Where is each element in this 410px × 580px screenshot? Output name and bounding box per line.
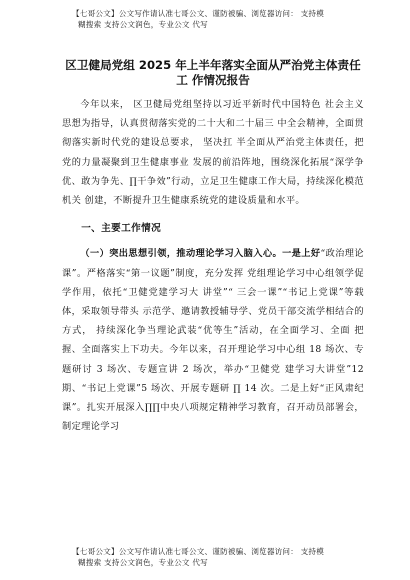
subsection-heading: （一）突出思想引领，推动理论学习入脑入心。一是上好 xyxy=(80,248,321,260)
footer-watermark-note xyxy=(72,546,372,568)
document-title xyxy=(58,58,368,88)
document-title-line1: 区卫健局党组 2025 年上半年落实全面从严治党主体责任 xyxy=(65,58,361,72)
footer-note-line1: 【七哥公文】公文写作请认准七哥公文、谨防被骗、浏览器访问： 支持模 xyxy=(72,547,325,556)
subsection-paragraph xyxy=(62,244,364,436)
header-watermark-note xyxy=(72,8,372,30)
subsection-text: “政治理论课”。严格落实“第一议题”制度，充分发挥 党组理论学习中心组领学促学作用，依托“卫健党建学习大 讲堂”“ 三会一课”“书记上党课”等载体，采取领导带头 示范学、邀请教授辅导学、党员干部交流学相结合的方式， 持续深化争当理论武装“优等生”活动，在全面学习、全面 把握、全面落实上下功夫。今年以来，召开理论学习中心组 18 场次、专题研讨 3 场次、专题宣讲 2 场次，举办“卫健党 建学习大讲堂”12 期、“书记上党课”5 场次、开展专题研 ∏ 14 次。二是上好“正风肃纪课”。扎实开展深入∏∏中央八项规定精神学习教育，召开动员部署会，制定理论学习 xyxy=(62,248,364,433)
document-body xyxy=(62,95,364,436)
intro-paragraph: 今年以来， 区卫健局党组坚持以习近平新时代中国特色 社会主义思想为指导，认真贯彻落实党的二十大和二十届三 中全会精神，全面贯彻落实新时代党的建设总要求， 坚决扛 半全面从严治党主体责任，把党的力量凝聚到卫生健康事业 发展的前沿阵地，围绕深化拓展“深学争优、敢为争先、∏干争效”行动，立足卫生健康工作大局，持续深化模范机关 创建，不断提升卫生健康系统党的建设质量和水平。 xyxy=(62,99,364,207)
header-note-line1: 【七哥公文】公文写作请认准七哥公文、谨防被骗、浏览器访问： 支持模 xyxy=(72,9,325,18)
footer-note-line2: 糊搜索 支持公文润色，专业公文 代写 xyxy=(78,558,208,567)
header-note-line2: 糊搜索 支持公文润色，专业公文 代写 xyxy=(78,20,208,29)
document-title-line2: 工 作情况报告 xyxy=(176,73,250,87)
section-heading: 一、主要工作情况 xyxy=(81,223,162,235)
